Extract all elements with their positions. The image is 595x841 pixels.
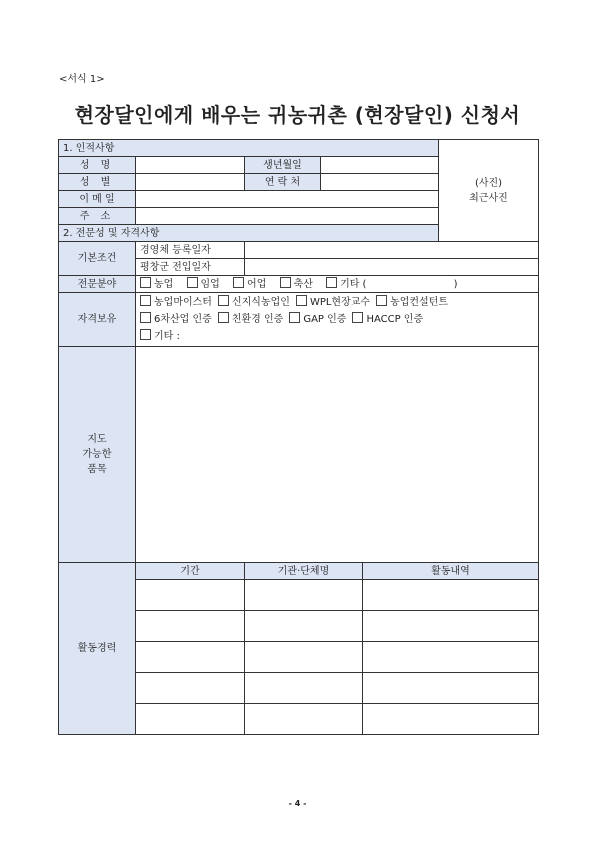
activity-cell[interactable]: [363, 704, 539, 735]
checkbox[interactable]: [233, 277, 244, 288]
col-organization: 기관·단체명: [245, 563, 363, 580]
organization-cell[interactable]: [245, 642, 363, 673]
teachable-items-label: [59, 347, 136, 563]
photo-box[interactable]: [439, 140, 539, 242]
activity-cell[interactable]: [363, 611, 539, 642]
col-activity: 활동내역: [363, 563, 539, 580]
checkbox[interactable]: [280, 277, 291, 288]
qual-gap: GAP 인증: [303, 314, 347, 325]
organization-cell[interactable]: [245, 673, 363, 704]
qual-consultant: 농업컨설턴트: [390, 297, 449, 308]
name-field[interactable]: [136, 157, 245, 174]
period-cell[interactable]: [136, 580, 245, 611]
period-cell[interactable]: [136, 642, 245, 673]
field-label: 전문분야: [59, 276, 136, 293]
email-label: 이 메 일: [59, 191, 136, 208]
option-other-close: ): [453, 278, 458, 290]
activity-cell[interactable]: [363, 642, 539, 673]
option-livestock: 축산: [293, 278, 313, 290]
checkbox[interactable]: [326, 277, 337, 288]
moving-date-label: 평창군 전입일자: [136, 259, 245, 276]
organization-cell[interactable]: [245, 580, 363, 611]
activity-label: 활동경력: [59, 563, 136, 735]
checkbox[interactable]: [289, 312, 300, 323]
checkbox[interactable]: [376, 295, 387, 306]
checkbox[interactable]: [218, 295, 229, 306]
checkbox[interactable]: [140, 312, 151, 323]
photo-caption: 최근사진: [469, 192, 508, 204]
checkbox[interactable]: [187, 277, 198, 288]
period-cell[interactable]: [136, 704, 245, 735]
page-number: - 4 -: [288, 799, 307, 808]
form-number: <서식 1>: [59, 74, 105, 85]
qual-eco: 친환경 인증: [231, 314, 284, 325]
col-period: 기간: [136, 563, 245, 580]
page-title: 현장달인에게 배우는 귀농귀촌 (현장달인) 신청서: [74, 103, 521, 127]
qual-new-knowledge: 신지식농업인: [231, 297, 290, 308]
items-line-1: 지도: [87, 434, 107, 445]
option-fishery: 어업: [247, 278, 267, 290]
organization-cell[interactable]: [245, 611, 363, 642]
activity-cell[interactable]: [363, 673, 539, 704]
field-options: [136, 276, 539, 293]
contact-label: 연 락 처: [245, 174, 321, 191]
option-agriculture: 농업: [154, 278, 174, 290]
birth-label: 생년월일: [245, 157, 321, 174]
qual-6th-industry: 6차산업 인증: [154, 314, 212, 325]
contact-field[interactable]: [321, 174, 439, 191]
qual-other: 기타 :: [154, 331, 180, 342]
gender-label: 성 별: [59, 174, 136, 191]
qualification-options: [136, 293, 539, 347]
checkbox[interactable]: [218, 312, 229, 323]
email-field[interactable]: [136, 191, 439, 208]
photo-label: (사진): [474, 177, 503, 189]
items-line-2: 가능한: [82, 449, 112, 460]
qual-haccp: HACCP 인증: [366, 314, 424, 325]
birth-field[interactable]: [321, 157, 439, 174]
address-label: 주 소: [59, 208, 136, 225]
name-label: 성 명: [59, 157, 136, 174]
qual-wpl: WPL현장교수: [309, 297, 371, 308]
option-other: 기타 (: [340, 278, 367, 290]
checkbox[interactable]: [140, 295, 151, 306]
basic-label: 기본조건: [59, 242, 136, 276]
teachable-items-field[interactable]: [136, 347, 539, 563]
gender-field[interactable]: [136, 174, 245, 191]
period-cell[interactable]: [136, 611, 245, 642]
qualification-label: 자격보유: [59, 293, 136, 347]
section-personal: 1. 인적사항: [59, 140, 439, 157]
moving-date-field[interactable]: [245, 259, 539, 276]
address-field[interactable]: [136, 208, 439, 225]
registration-date-label: 경영체 등록일자: [136, 242, 245, 259]
registration-date-field[interactable]: [245, 242, 539, 259]
checkbox[interactable]: [140, 329, 151, 340]
checkbox[interactable]: [352, 312, 363, 323]
checkbox[interactable]: [140, 277, 151, 288]
checkbox[interactable]: [296, 295, 307, 306]
option-forestry: 임업: [200, 278, 220, 290]
period-cell[interactable]: [136, 673, 245, 704]
items-line-3: 품목: [87, 464, 107, 475]
qual-meister: 농업마이스터: [154, 297, 212, 308]
activity-cell[interactable]: [363, 580, 539, 611]
application-form-table: [58, 139, 539, 735]
section-expertise: 2. 전문성 및 자격사항: [59, 225, 439, 242]
organization-cell[interactable]: [245, 704, 363, 735]
